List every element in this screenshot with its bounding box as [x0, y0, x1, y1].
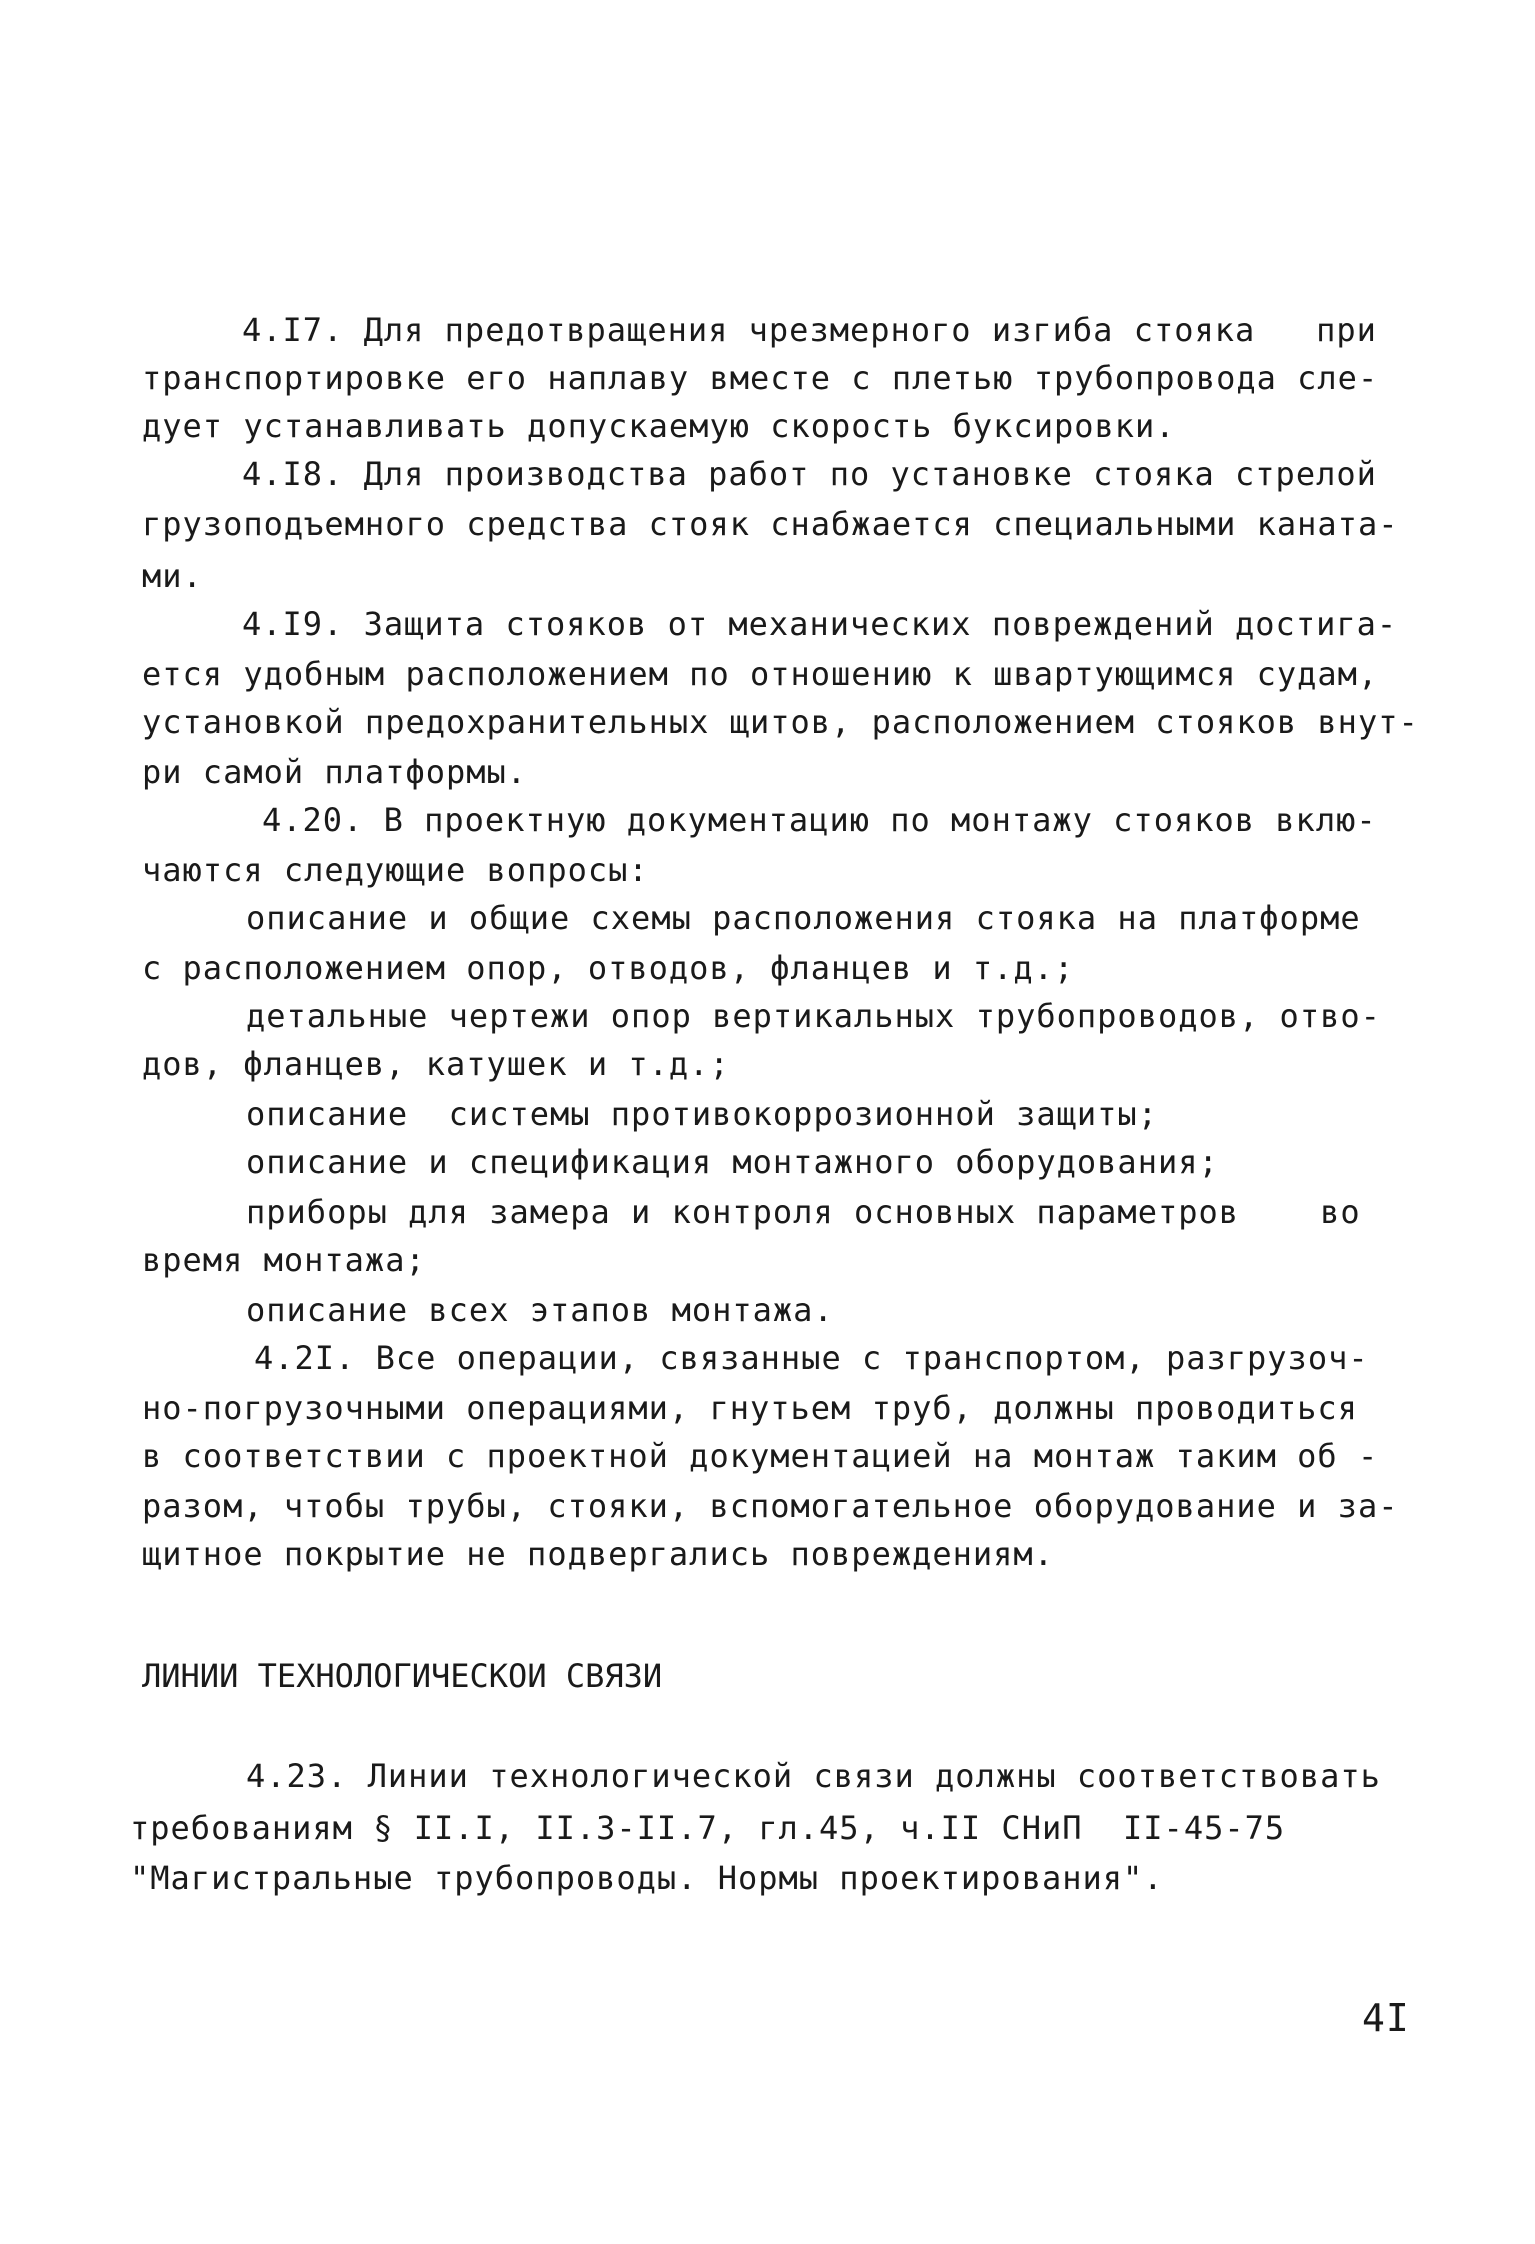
text-line: но-погрузочными операциями, гнутьем труб, должны проводиться — [142, 1389, 1358, 1427]
text-line: 4.2I. Все операции, связанные с транспортом, разгрузоч- — [254, 1339, 1369, 1377]
section-heading: ЛИНИИ ТЕХНОЛОГИЧЕСКОИ СВЯЗИ — [142, 1657, 663, 1695]
text-line: ется удобным расположением по отношению к швартующимся судам, — [142, 655, 1379, 693]
text-line: в соответствии с проектной документацией на монтаж таким об - — [142, 1437, 1379, 1475]
text-line: с расположением опор, отводов, фланцев и т.д.; — [142, 949, 1075, 987]
text-line: 4.I9. Защита стояков от механических повреждений достига- — [242, 605, 1398, 643]
text-line: описание всех этапов монтажа. — [246, 1291, 834, 1329]
text-line: 4.I8. Для производства работ по установке стояка стрелой — [242, 455, 1377, 493]
page-number: 4I — [1362, 1996, 1410, 2040]
text-line: дов, фланцев, катушек и т.д.; — [142, 1045, 730, 1083]
text-line: 4.20. В проектную документацию по монтажу стояков вклю- — [262, 801, 1377, 839]
text-line: ри самой платформы. — [142, 753, 528, 791]
text-line: 4.I7. Для предотвращения чрезмерного изгиба стояка при — [242, 311, 1377, 349]
text-line: описание и спецификация монтажного оборудования; — [246, 1143, 1219, 1181]
text-line: дует устанавливать допускаемую скорость буксировки. — [142, 407, 1176, 445]
text-line: грузоподъемного средства стояк снабжается специальными каната- — [142, 505, 1399, 543]
text-line: транспортировке его наплаву вместе с плетью трубопровода сле- — [142, 359, 1379, 397]
text-line: "Магистральные трубопроводы. Нормы проектирования". — [130, 1859, 1164, 1897]
text-line: требованиям § II.I, II.3-II.7, гл.45, ч.II СНиП II-45-75 — [130, 1809, 1286, 1847]
text-line: 4.23. Линии технологической связи должны соответствовать — [246, 1757, 1381, 1795]
text-line: щитное покрытие не подвергались повреждениям. — [142, 1535, 1054, 1573]
text-line: разом, чтобы трубы, стояки, вспомогательное оборудование и за- — [142, 1487, 1399, 1525]
text-line: описание системы противокоррозионной защиты; — [246, 1095, 1158, 1133]
text-line: описание и общие схемы расположения стояка на платформе — [246, 899, 1361, 937]
text-line: детальные чертежи опор вертикальных трубопроводов, отво- — [246, 997, 1381, 1035]
text-line: приборы для замера и контроля основных параметров во — [246, 1193, 1361, 1231]
text-line: чаются следующие вопросы: — [142, 851, 649, 889]
text-line: время монтажа; — [142, 1241, 426, 1279]
text-line: ми. — [142, 557, 203, 595]
text-line: установкой предохранительных щитов, расположением стояков внут- — [142, 703, 1419, 741]
